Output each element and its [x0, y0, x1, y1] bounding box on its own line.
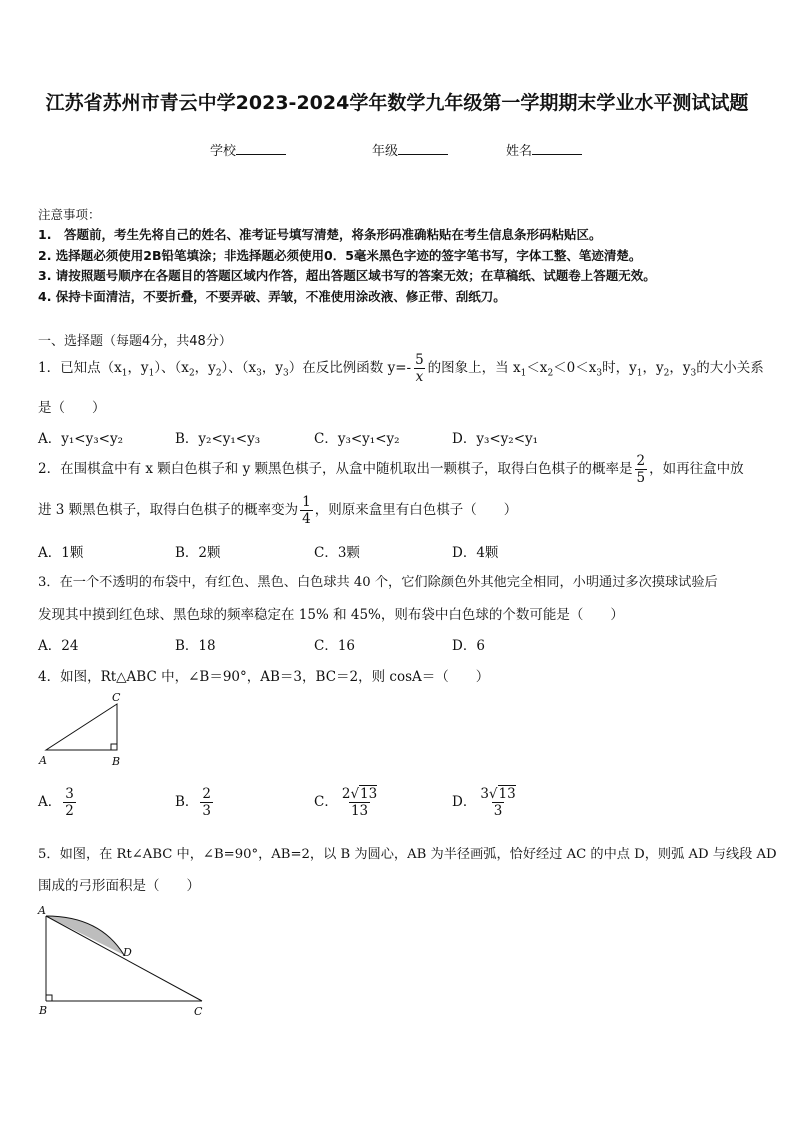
q4-option-a-fraction: $\frac{3}{2}$: [65, 786, 74, 819]
question-4: 4．如图，Rt△ABC 中，∠B＝90°，AB＝3，BC＝2，则 cosA＝（ ）: [38, 669, 490, 685]
question-2: [38, 453, 744, 486]
q5-label-d: D: [123, 946, 132, 959]
notice-item-2: 2. 选择题必须使用2B铅笔填涂；非选择题必须使用0．5毫米黑色字迹的签字笔书写，字体工整、笔迹清楚。: [38, 248, 642, 263]
q2-option-d[interactable]: D．4颗: [452, 545, 499, 561]
q1-line2: 是（ ）: [38, 400, 106, 416]
school-blank[interactable]: [236, 142, 286, 155]
name-blank[interactable]: [532, 142, 582, 155]
q4-right-angle-mark: [111, 744, 117, 750]
q1-option-c[interactable]: C．y₃<y₁<y₂: [314, 431, 400, 447]
notice-item-1: 1. 答题前，考生先将自己的姓名、准考证号填写清楚，将条形码准确粘贴在考生信息条形码粘贴区。: [38, 227, 602, 242]
page-title: 江苏省苏州市青云中学2023-2024学年数学九年级第一学期期末学业水平测试试题: [45, 92, 749, 114]
q1-option-d[interactable]: D．y₃<y₂<y₁: [452, 431, 539, 447]
q1-option-b[interactable]: B．y₂<y₁<y₃: [175, 431, 261, 447]
q4-option-b-fraction: $\frac{2}{3}$: [202, 786, 212, 819]
q5-label-c: C: [194, 1005, 203, 1018]
name-label: 姓名: [506, 144, 533, 159]
q1-text-mid: 在反比例函数 y=-: [302, 360, 412, 376]
q4-triangle-figure: [36, 688, 136, 770]
q4-option-c-fraction: $\frac{2√13}{13}$: [341, 786, 378, 819]
q3-line2: 发现其中摸到红色球、黑色球的频率稳定在 15% 和 45%，则布袋中白色球的个数可能是（ ）: [38, 607, 624, 623]
q4-option-d[interactable]: D． $\frac{3√13}{3}$: [452, 786, 516, 819]
q1-option-a[interactable]: A．y₁<y₃<y₂: [38, 431, 123, 447]
question-5: 5．如图，在 Rt∠ABC 中，∠B=90°，AB=2，以 B 为圆心，AB 为半径画弧，恰好经过 AC 的中点 D，则弧 AD 与线段 AD: [38, 847, 777, 862]
q1-fraction: $\frac{5}{x}$: [415, 352, 424, 385]
q4-option-b[interactable]: B． $\frac{2}{3}$: [175, 786, 212, 819]
q1-text-post: 的图象上，当 x: [427, 360, 521, 376]
q2-text-2: ，如再往盒中放: [649, 461, 744, 477]
q2-text-3: 进 3 颗黑色棋子，取得白色棋子的概率变为: [38, 502, 299, 518]
notice-item-3: 3. 请按照题号顺序在各题目的答题区域内作答，超出答题区域书写的答案无效；在草稿纸、试题卷上答题无效。: [38, 268, 656, 283]
q2-text-1: 2．在围棋盒中有 x 颗白色棋子和 y 颗黑色棋子，从盒中随机取出一颗棋子，取得白色棋子的概率是: [38, 461, 633, 477]
grade-label: 年级: [372, 144, 399, 159]
grade-blank[interactable]: [398, 142, 448, 155]
grade-field[interactable]: [372, 140, 448, 159]
q2-text-4: ，则原来盒里有白色棋子（ ）: [314, 502, 518, 518]
q1-text-pre: 1．已知点（x: [38, 360, 122, 376]
q2-fraction-1: $\frac{2}{5}$: [636, 453, 646, 486]
section-heading: 一、选择题（每题4分，共48分）: [38, 334, 232, 349]
q5-figure: [30, 898, 220, 1022]
q4-triangle: [46, 704, 117, 750]
q5-label-a: A: [38, 904, 46, 917]
school-label: 学校: [210, 144, 237, 159]
q4-label-c: C: [112, 691, 121, 704]
q4-option-d-fraction: $\frac{3√13}{3}$: [480, 786, 516, 819]
question-1: 1．已知点（$x_1$，$y_1$）、（$x_2$，$y_2$）、（$x_3$，$y_3$）在反比例函数 y=- $\frac{5}{x}$ 的图象上，当 $x_1<x_2<0<x_3$时，$y_1$，$y_2$，$y_3$的大小关系: [38, 352, 764, 385]
q2-option-a[interactable]: A．1颗: [38, 545, 84, 561]
q4-label-a: A: [39, 754, 47, 767]
q3-option-d[interactable]: D．6: [452, 638, 485, 654]
name-field[interactable]: [506, 140, 582, 159]
q2-option-c[interactable]: C．3颗: [314, 545, 360, 561]
q2-option-b[interactable]: B．2颗: [175, 545, 221, 561]
q3-option-b[interactable]: B．18: [175, 638, 216, 654]
q5-label-b: B: [39, 1004, 48, 1017]
question-3: 3．在一个不透明的布袋中，有红色、黑色、白色球共 40 个，它们除颜色外其他完全相同，小明通过多次摸球试验后: [38, 575, 718, 590]
q2-line2: [38, 494, 517, 527]
q5-line2: 围成的弓形面积是（ ）: [38, 878, 200, 894]
q4-label-b: B: [112, 755, 121, 768]
q2-fraction-2: $\frac{1}{4}$: [302, 494, 311, 527]
q5-right-angle-mark: [46, 995, 52, 1001]
q4-option-a[interactable]: A． $\frac{3}{2}$: [38, 786, 74, 819]
q3-option-a[interactable]: A．24: [38, 638, 79, 654]
school-field[interactable]: [210, 140, 286, 159]
q4-option-c[interactable]: C． $\frac{2√13}{13}$: [314, 786, 378, 819]
notice-heading: 注意事项：: [38, 207, 101, 222]
notice-item-4: 4. 保持卡面清洁，不要折叠，不要弄破、弄皱，不准使用涂改液、修正带、刮纸刀。: [38, 289, 506, 304]
q3-option-c[interactable]: C．16: [314, 638, 356, 654]
